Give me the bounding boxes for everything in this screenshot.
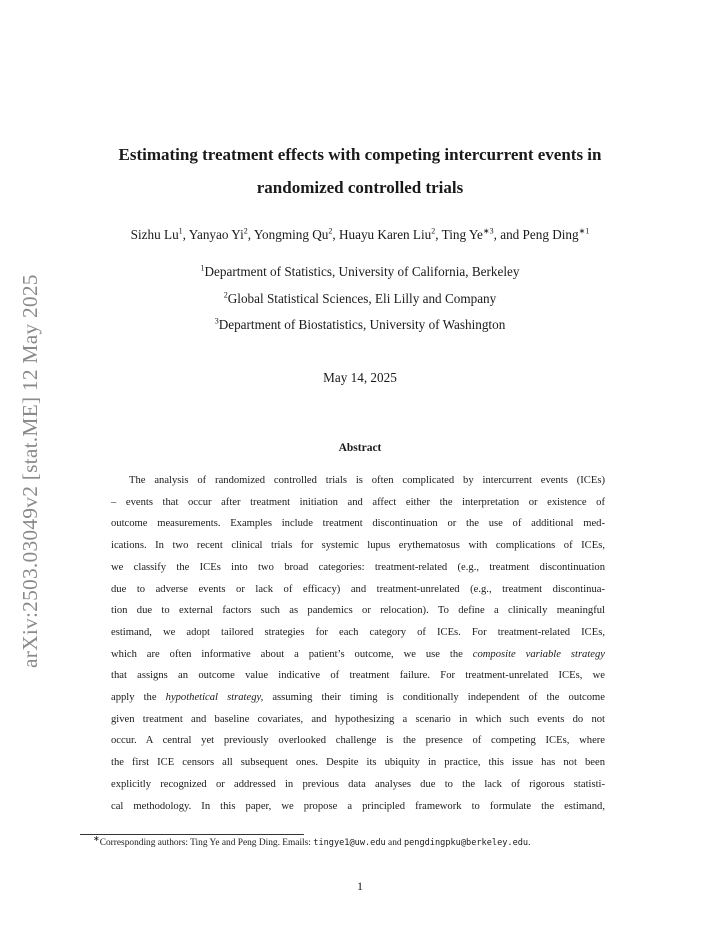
affiliation-2: $^2$Global Statistical Sciences, Eli Lilly and Company xyxy=(223,290,497,306)
abstract-line: due to adverse events or lack of efficacy) and treatment-unrelated (e.g., treatment discontinua- xyxy=(111,583,605,595)
email-link[interactable]: tingye1@uw.edu xyxy=(313,838,386,848)
publication-date: May 14, 2025 xyxy=(323,370,397,385)
abstract-line: tion due to external factors such as pandemics or relocation). To define a clinically meaningful xyxy=(111,605,605,617)
author: Huayu Karen Liu$^2$, xyxy=(338,226,442,242)
abstract-line: apply the hypothetical strategy, assuming their timing is conditionally independent of the outcome xyxy=(111,692,605,704)
abstract-line: that assigns an outcome value indicative of treatment failure. For treatment-unrelated ICEs, we xyxy=(111,670,605,682)
affiliation-3: $^3$Department of Biostatistics, University of Washington xyxy=(214,316,506,332)
author: Yongming Qu$^2$, xyxy=(253,226,339,242)
page-number: 1 xyxy=(357,879,363,893)
abstract-line: outcome measurements. Examples include treatment discontinuation or the use of additional med- xyxy=(111,518,605,530)
abstract-line: occur. A central yet previously overlooked challenge is the presence of competing ICEs, where xyxy=(111,735,605,747)
author: Yanyao Yi$^2$, xyxy=(188,226,254,242)
abstract-line: the first ICE censors all subsequent ones. Despite its ubiquity in practice, this issue has not been xyxy=(111,757,605,769)
abstract-heading: Abstract xyxy=(338,442,382,454)
footnote-rule xyxy=(80,834,304,835)
abstract-line: The analysis of randomized controlled trials is often complicated by intercurrent events (ICEs) xyxy=(129,475,605,486)
abstract-line: we classify the ICEs into two broad categories: treatment-related (e.g., treatment discontinuation xyxy=(111,561,605,573)
emphasis: composite variable strategy xyxy=(472,648,606,660)
emphasis: hypothetical strategy, xyxy=(165,692,264,704)
title-line-2: randomized controlled trials xyxy=(256,178,464,197)
arxiv-identifier: arXiv:2503.03049v2 [stat.ME] 12 May 2025 xyxy=(18,274,42,668)
abstract-line: estimand, we adopt tailored strategies for each category of ICEs. For treatment-related ICEs, xyxy=(111,626,605,638)
author: Ting $Ye^{∗3}$, xyxy=(441,226,501,242)
abstract-line: given treatment and baseline covariates, and hypothesizing a scenario in which such events do not xyxy=(111,713,605,725)
email-link[interactable]: pengdingpku@berkeley.edu xyxy=(403,838,529,848)
abstract-line: which are often informative about a patient’s outcome, we use the composite variable strategy xyxy=(111,648,606,660)
affiliation-1: $^1$Department of Statistics, University of California, Berkeley xyxy=(200,263,520,279)
abstract-line: – events that occur after treatment initiation and affect either the interpretation or existence of xyxy=(111,496,605,508)
author: and Peng Ding$^{∗1}$ xyxy=(500,226,590,242)
abstract-body xyxy=(111,470,605,817)
footnote: ∗Corresponding authors: Ting Ye and Peng Ding. Emails: tingye1@uw.edu and pengdingpku@berkeley.edu. xyxy=(93,833,531,848)
author: Sizhu Lu$^1$, xyxy=(130,226,189,242)
title-line-1: Estimating treatment effects with competing intercurrent events in xyxy=(118,145,602,164)
paper-title xyxy=(0,138,720,204)
abstract-line: ications. In two recent clinical trials for systemic lupus erythematosus with complications of ICEs, xyxy=(111,540,605,552)
abstract-line: cal methodology. In this paper, we propose a principled framework to formulate the estimand, xyxy=(111,800,605,812)
abstract-line: explicitly recognized or addressed in previous data analyses due to the lack of rigorous statisti- xyxy=(111,778,605,790)
author-list xyxy=(0,225,720,245)
